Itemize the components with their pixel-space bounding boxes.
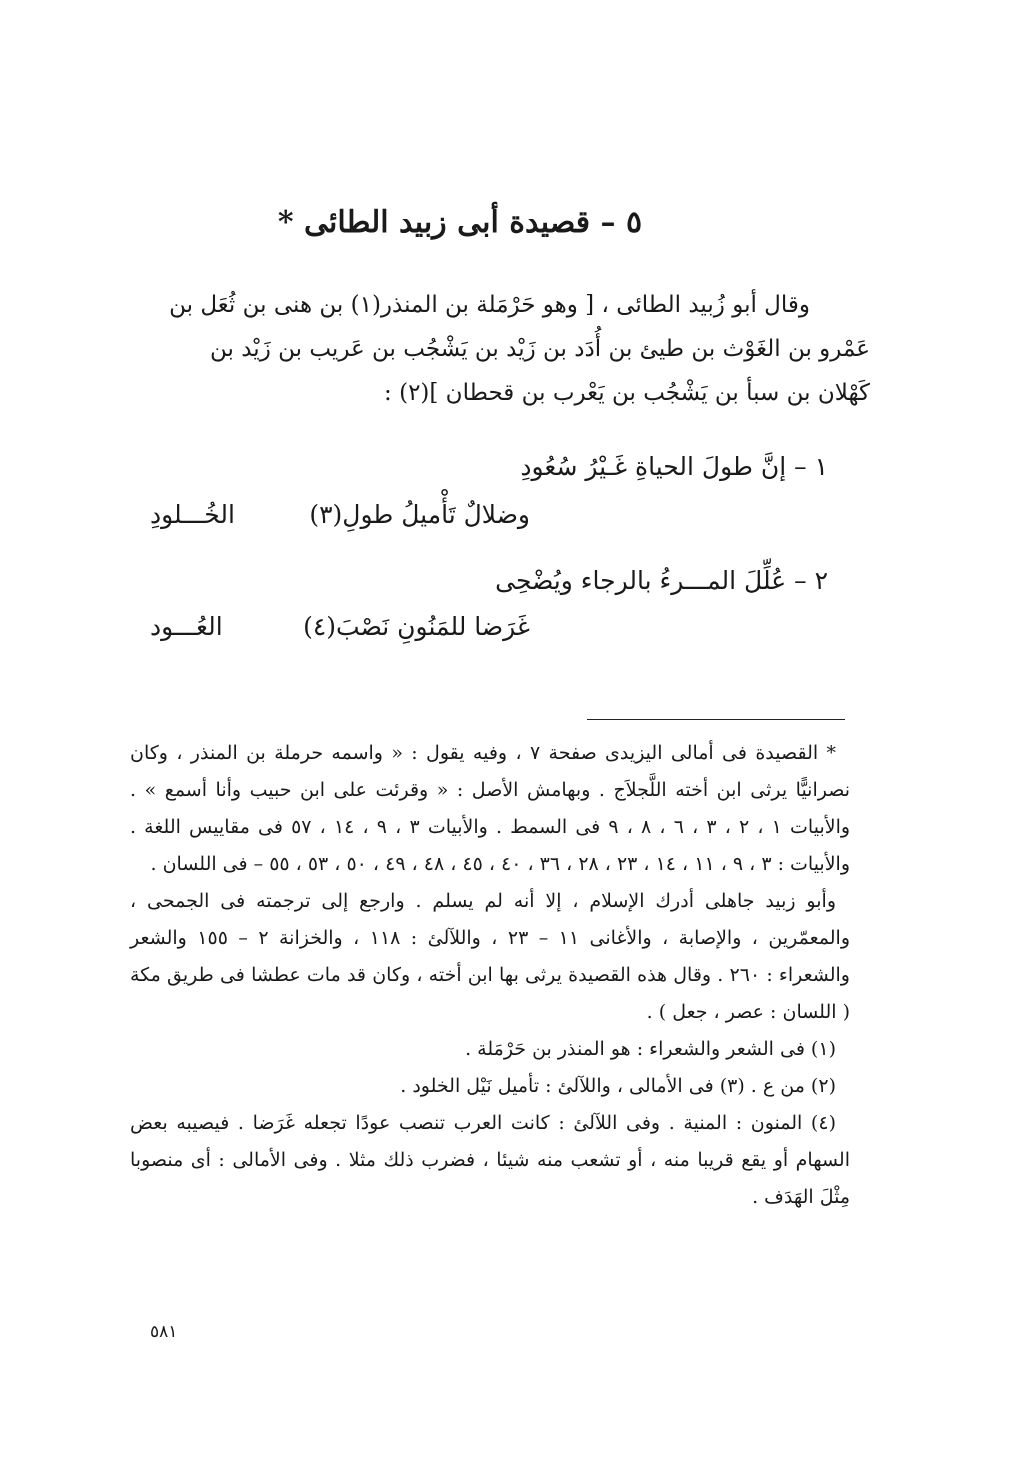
footnote-2-3: (٢) من ع . (٣) فى الأمالى ، واللآلئ : تأميل نَيْل الخلود . [400,1075,836,1097]
verse-1-first-half: ١ – إنَّ طولَ الحياةِ غَـيْرُ سُعُودِ [520,452,828,481]
intro-line-3: كَهْلان بن سبأ بن يَشْجُب بن يَعْرب بن قحطان ](٢) : [384,380,870,406]
footnote-4: (٤) المنون : المنية . وفى اللآلئ : كانت العرب تنصب عودًا تجعله غَرَضا . فيصيبه بعض السهام أو يقع قريبا منه ، أو تشعب منه شيئا ، فضرب ذلك مثلا . وفى الأمالى : أى منصوبا مِثْلَ الهَدَف . [130,1112,850,1208]
verse-1-second-half-end: الخُـــلودِ [150,500,235,529]
page-number: ٥٨١ [150,1322,178,1342]
verse-2-second-half [150,612,530,641]
footnote-biography: وأبو زبيد جاهلى أدرك الإسلام ، إلا أنه لم يسلم . وارجع إلى ترجمته فى الجمحى ، والمعمّرين ، والإصابة ، والأغانى ١١ – ٢٣ ، واللآلئ : ١١٨ ، والخزانة ٢ – ١٥٥ والشعر والشعراء : ٢٦٠ . وقال هذه القصيدة يرثى بها ابن أخته ، وكان قد مات عطشا فى طريق مكة ( اللسان : عصر ، جعل ) . [130,890,850,1023]
poem-title: ٥ – قصيدة أبى زبيد الطائى * [277,205,643,240]
verse-2-second-half-end: العُـــود [150,612,223,641]
verse-1-second-half [150,500,530,529]
footnote-star: * القصيدة فى أمالى اليزيدى صفحة ٧ ، وفيه يقول : « واسمه حرملة بن المنذر ، وكان نصرانيًّا يرثى ابن أخته اللَّجلاَج . وبهامش الأصل : « وقرئت على ابن حبيب وأنا أسمع » . والأبيات ١ ، ٢ ، ٣ ، ٦ ، ٨ ، ٩ فى السمط . والأبيات ٣ ، ٩ ، ١٤ ، ٥٧ فى مقاييس اللغة . والأبيات : ٣ ، ٩ ، ١١ ، ١٤ ، ٢٣ ، ٢٨ ، ٣٦ ، ٤٠ ، ٤٥ ، ٤٨ ، ٤٩ ، ٥٠ ، ٥٣ ، ٥٥ – فى اللسان . [130,742,851,875]
verse-2-first-half: ٢ – عُلِّلَ المـــرءُ بالرجاء ويُضْحِى [495,566,828,595]
intro-line-1: وقال أبو زُبيد الطائى ، [ وهو حَرْمَلة بن المنذر(١) بن هنى بن ثُعَل بن [169,292,810,318]
verse-2-second-half-start: غَرَضا للمَنُونِ نَصْبَ(٤) [303,612,530,641]
intro-paragraph [125,283,870,415]
verse-1-second-half-start: وضلالٌ تَأْميلُ طولِ(٣) [309,500,530,529]
footnotes [130,735,850,1216]
footnote-separator [587,719,845,720]
intro-line-2: عَمْرو بن الغَوْث بن طيئ بن أُدَد بن زَيْد بن يَشْجُب بن عَريب بن زَيْد بن [210,336,870,362]
footnote-1: (١) فى الشعر والشعراء : هو المنذر بن حَرْمَلة . [465,1038,836,1060]
